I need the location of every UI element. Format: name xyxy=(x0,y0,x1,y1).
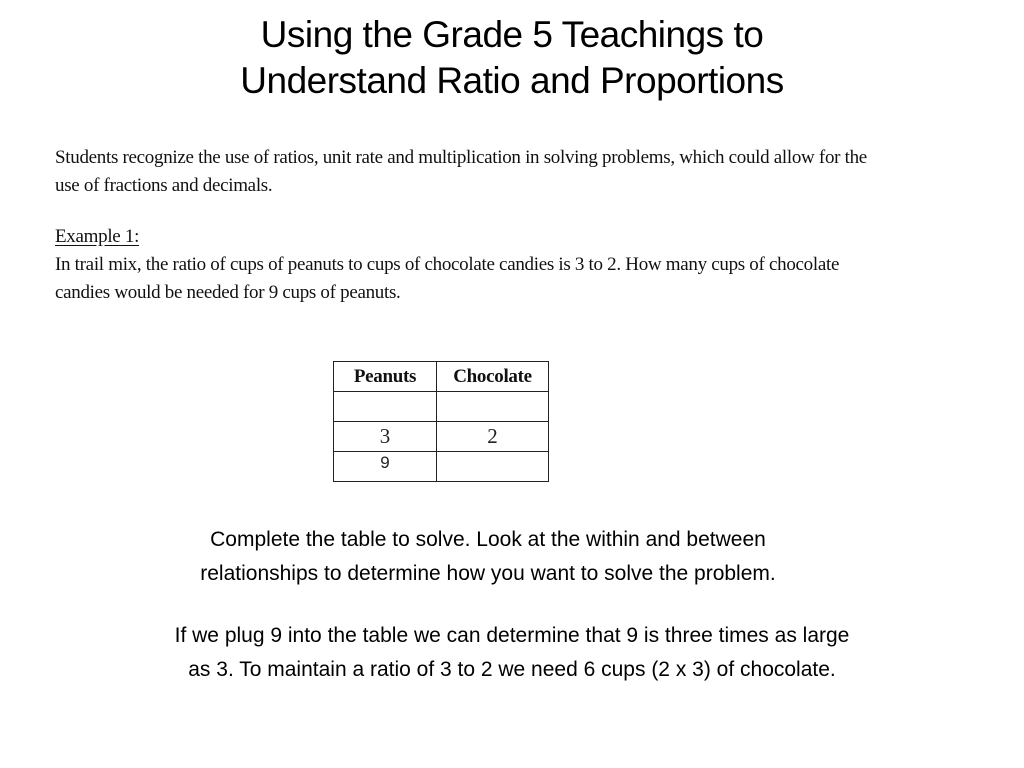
table-cell: 2 xyxy=(437,422,549,452)
slide-title-line-2: Understand Ratio and Proportions xyxy=(240,60,784,101)
example-line-1: In trail mix, the ratio of cups of peanuts to cups of chocolate candies is 3 to 2. How many cups of chocolate xyxy=(55,254,840,275)
intro-line-2: use of fractions and decimals. xyxy=(55,175,273,196)
instruction-line-2: relationships to determine how you want to solve the problem. xyxy=(200,562,776,585)
table-header-row xyxy=(334,362,549,392)
intro-paragraph xyxy=(55,144,1000,200)
header-peanuts: Peanuts xyxy=(334,362,437,392)
table-row xyxy=(334,452,549,482)
table-cell xyxy=(334,392,437,422)
table-cell: 9 xyxy=(334,452,437,482)
header-chocolate: Chocolate xyxy=(437,362,549,392)
solution-text xyxy=(0,619,1024,687)
table-cell xyxy=(437,392,549,422)
example-line-2: candies would be needed for 9 cups of peanuts. xyxy=(55,282,401,303)
table-cell xyxy=(437,452,549,482)
ratio-table xyxy=(333,361,549,482)
example-problem xyxy=(55,251,1000,307)
table-row xyxy=(334,392,549,422)
solution-line-2: as 3. To maintain a ratio of 3 to 2 we need 6 cups (2 x 3) of chocolate. xyxy=(188,658,836,681)
instruction-text xyxy=(0,523,1000,591)
example-heading: Example 1: xyxy=(55,226,140,247)
intro-line-1: Students recognize the use of ratios, unit rate and multiplication in solving problems, which could allow for the xyxy=(55,147,867,168)
solution-line-1: If we plug 9 into the table we can determine that 9 is three times as large xyxy=(174,624,850,647)
instruction-line-1: Complete the table to solve. Look at the within and between xyxy=(210,528,766,551)
slide-title xyxy=(0,12,1024,104)
table-row xyxy=(334,422,549,452)
slide-title-line-1: Using the Grade 5 Teachings to xyxy=(260,14,764,55)
table-cell: 3 xyxy=(334,422,437,452)
